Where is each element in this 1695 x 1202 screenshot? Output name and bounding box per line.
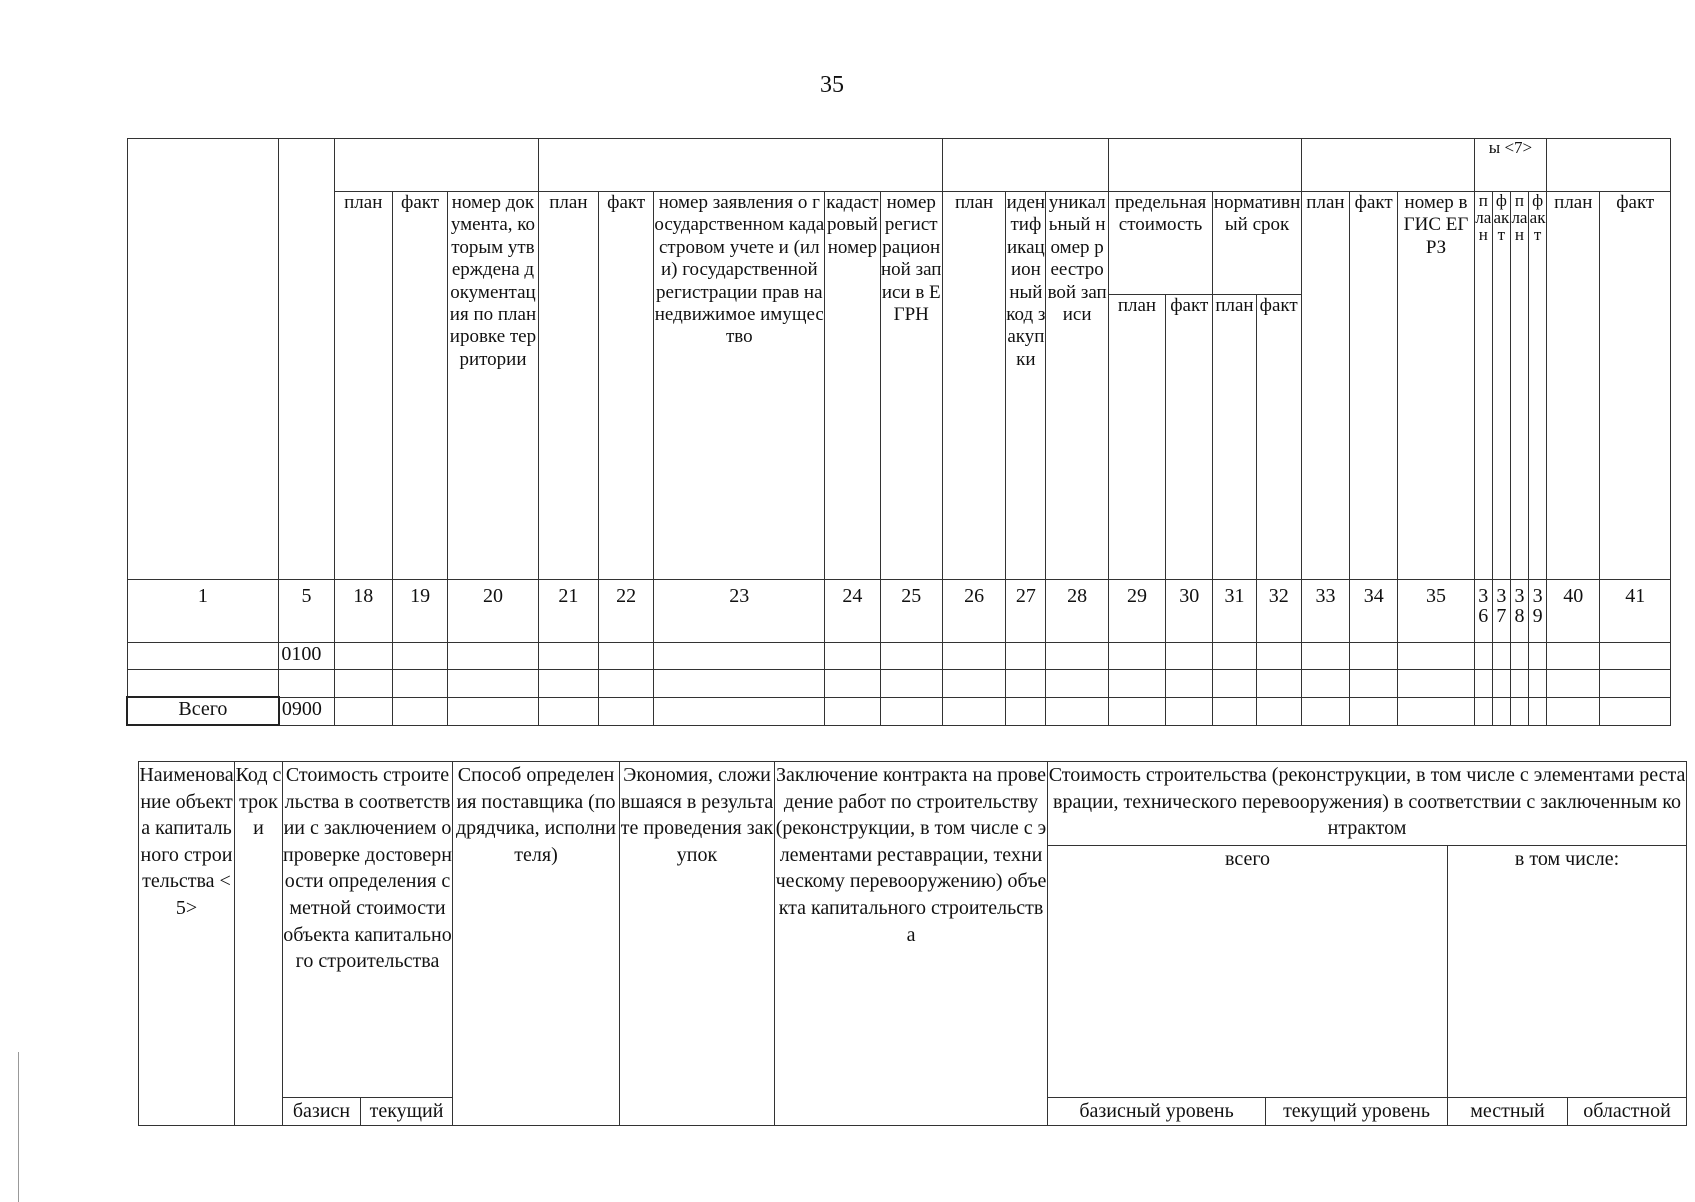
header-local: местный	[1448, 1098, 1568, 1126]
scan-margin-line	[18, 1052, 19, 1202]
row-label	[127, 670, 279, 698]
row-code: 0100	[279, 643, 334, 670]
column-number: 35	[1398, 580, 1474, 643]
column-number: 36	[1474, 580, 1492, 643]
header-fact: факт	[1350, 192, 1398, 580]
group-header-blank	[334, 139, 538, 192]
column-number: 39	[1529, 580, 1547, 643]
group-header-blank	[942, 139, 1108, 192]
column-number: 25	[880, 580, 942, 643]
header-cell-blank	[127, 139, 279, 580]
header-normative-term: нормативный срок	[1213, 192, 1301, 295]
header-gis-egrz-number: номер в ГИС ЕГРЗ	[1398, 192, 1474, 580]
header-plan: план	[1301, 192, 1349, 580]
header-cadastral-application-number: номер заявления о государственном кадастровом учете и (или) государственной регистрации прав на недвижимое имущество	[654, 192, 825, 580]
header-cell-blank	[279, 139, 334, 580]
group-header-blank	[1547, 139, 1671, 192]
column-number: 23	[654, 580, 825, 643]
column-number: 40	[1547, 580, 1600, 643]
header-plan: план	[1474, 192, 1492, 580]
header-procurement-savings: Экономия, сложившаяся в результате проведения закупок	[620, 762, 775, 1126]
header-total: всего	[1048, 846, 1448, 1098]
column-number: 26	[942, 580, 1005, 643]
column-number: 31	[1213, 580, 1256, 643]
header-object-name: Наименование объекта капитального строительства <5>	[139, 762, 235, 1126]
report-table-columns-18-41	[126, 138, 1671, 726]
header-plan: план	[1213, 295, 1256, 580]
column-number: 19	[392, 580, 447, 643]
column-number: 41	[1600, 580, 1671, 643]
header-plan: план	[1108, 295, 1165, 580]
header-plan: план	[1547, 192, 1600, 580]
row-label	[127, 643, 279, 670]
header-basis-level-short: базисн	[283, 1098, 361, 1126]
header-current-level: текущий уровень	[1266, 1098, 1448, 1126]
column-number: 38	[1510, 580, 1528, 643]
header-cost-per-expertise: Стоимость строительства в соответствии с заключением о проверке достоверности определения сметной стоимости объекта капитального строительства	[283, 762, 453, 1098]
header-plan: план	[942, 192, 1005, 580]
header-fact: факт	[1600, 192, 1671, 580]
group-header-fragment: ы <7>	[1474, 139, 1546, 192]
header-fact: факт	[392, 192, 447, 580]
column-number: 18	[334, 580, 392, 643]
table-row	[127, 670, 1671, 698]
header-basis-level: базисный уровень	[1048, 1098, 1266, 1126]
header-planning-document-number: номер документа, которым утверждена документация по планировке территории	[448, 192, 539, 580]
header-contract-conclusion: Заключение контракта на проведение работ по строительству (реконструкции, в том числе с элементами реставрации, техническому перевооружению) объекта капитального строительства	[775, 762, 1048, 1126]
header-registry-record-number: уникальный номер реестровой записи	[1046, 192, 1108, 580]
header-limit-cost: предельная стоимость	[1108, 192, 1213, 295]
header-supplier-method: Способ определения поставщика (подрядчика, исполнителя)	[453, 762, 620, 1126]
header-fact: факт	[599, 192, 654, 580]
header-plan: план	[1510, 192, 1528, 580]
column-number: 20	[448, 580, 539, 643]
row-code: 0900	[279, 697, 334, 725]
header-fact: факт	[1529, 192, 1547, 580]
total-label: Всего	[127, 697, 279, 725]
header-regional: областной	[1568, 1098, 1687, 1126]
column-number: 37	[1492, 580, 1510, 643]
group-header-blank	[1108, 139, 1301, 192]
header-procurement-id-code: идентификационный код закупки	[1006, 192, 1046, 580]
total-row	[127, 697, 1671, 725]
header-fact: факт	[1166, 295, 1213, 580]
column-number: 1	[127, 580, 279, 643]
header-contract-cost: Стоимость строительства (реконструкции, в том числе с элементами реставрации, технического перевооружения) в соответствии с заключенным контрактом	[1048, 762, 1687, 846]
header-cadastral-number: кадастровый номер	[825, 192, 880, 580]
column-number: 32	[1256, 580, 1301, 643]
header-plan: план	[538, 192, 598, 580]
page-number: 35	[820, 72, 844, 98]
report-table-contract-section	[138, 761, 1687, 1126]
column-number: 24	[825, 580, 880, 643]
row-code	[279, 670, 334, 698]
header-fact: факт	[1256, 295, 1301, 580]
group-header-blank	[538, 139, 942, 192]
table-row	[127, 643, 1671, 670]
header-row-code: Код строки	[235, 762, 283, 1126]
header-current-level-short: текущий	[361, 1098, 453, 1126]
column-number: 5	[279, 580, 334, 643]
header-including: в том числе:	[1448, 846, 1687, 1098]
group-header-blank	[1301, 139, 1474, 192]
column-number: 29	[1108, 580, 1165, 643]
column-number: 34	[1350, 580, 1398, 643]
column-number: 33	[1301, 580, 1349, 643]
column-number-row	[127, 580, 1671, 643]
header-egrn-record-number: номер регистрационной записи в ЕГРН	[880, 192, 942, 580]
column-number: 27	[1006, 580, 1046, 643]
column-number: 28	[1046, 580, 1108, 643]
header-plan: план	[334, 192, 392, 580]
header-fact: факт	[1492, 192, 1510, 580]
column-number: 30	[1166, 580, 1213, 643]
column-number: 21	[538, 580, 598, 643]
column-number: 22	[599, 580, 654, 643]
